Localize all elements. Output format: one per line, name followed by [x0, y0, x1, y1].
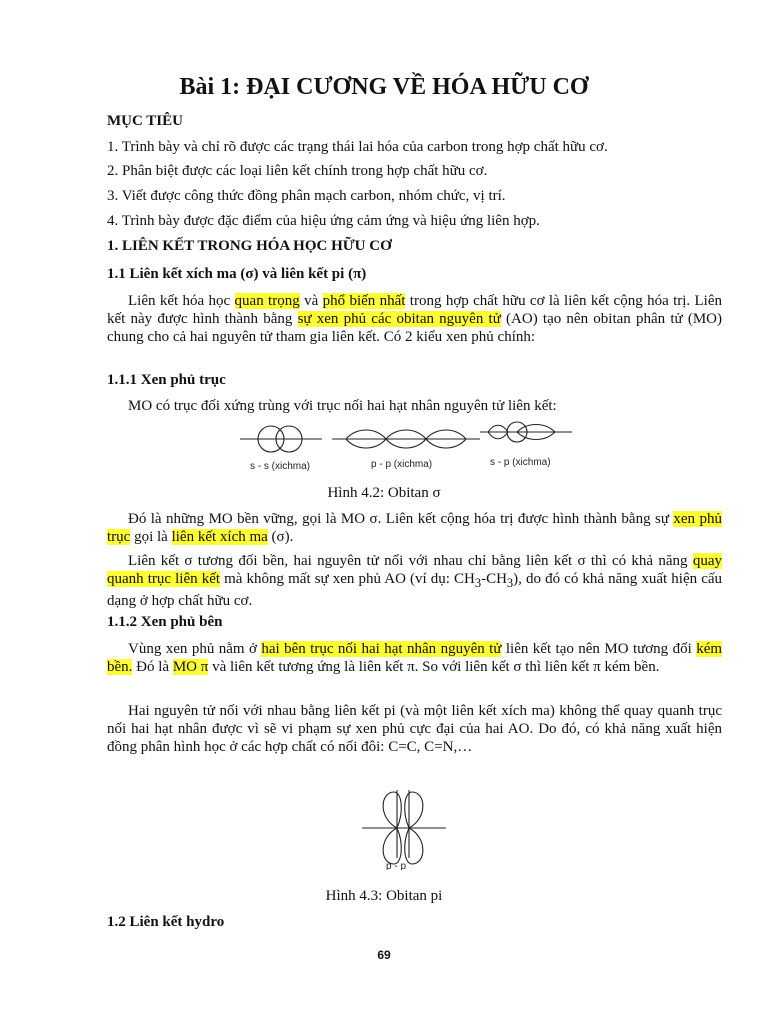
highlight: xen phủ trục — [107, 511, 722, 545]
highlight: liên kết xích ma — [171, 529, 268, 545]
objectives-heading: MỤC TIÊU — [107, 113, 183, 129]
highlight: hai bên trục nối hai hạt nhân nguyên tử — [261, 641, 502, 657]
objective-item: 2. Phân biệt được các loại liên kết chính trong hợp chất hữu cơ. — [107, 163, 488, 179]
page-title: Bài 1: ĐẠI CƯƠNG VỀ HÓA HỮU CƠ — [179, 74, 589, 100]
subsection-heading: 1.1.2 Xen phủ bên — [107, 614, 223, 630]
highlight: quay quanh trục liên kết — [107, 553, 722, 587]
paragraph: MO có trục đối xứng trùng với trục nối hai hạt nhân nguyên tử liên kết: — [128, 398, 557, 414]
figure-label: s - s (xichma) — [250, 461, 310, 472]
paragraph: Liên kết hóa học quan trọng và phổ biến nhất trong hợp chất hữu cơ là liên kết cộng hóa trị. Liên kết này được hình thành bằng sự xen phủ các obitan nguyên tử (AO) tạo nên obitan phân tử (MO) chung cho cả hai nguyên tử tham gia liên kết. Có 2 kiểu xen phủ chính: — [107, 293, 723, 345]
objective-item: 3. Viết được công thức đồng phân mạch carbon, nhóm chức, vị trí. — [107, 188, 506, 204]
page-number: 69 — [377, 948, 391, 962]
highlight: kém bền. — [107, 641, 723, 675]
subsection-heading: 1.1 Liên kết xích ma (σ) và liên kết pi (π) — [107, 266, 367, 282]
paragraph: Vùng xen phủ nằm ở hai bên trục nối hai hạt nhân nguyên tử liên kết tạo nên MO tương đối kém bền. Đó là MO π và liên kết tương ứng là liên kết π. So với liên kết σ thì liên kết π kém bền. — [107, 641, 723, 675]
highlight: quan trọng — [234, 293, 300, 309]
pi-orbital-figure — [360, 788, 448, 870]
sigma-orbital-figure — [236, 418, 576, 478]
highlight: MO π — [172, 659, 209, 675]
highlight: sự xen phủ các obitan nguyên tử — [297, 311, 501, 327]
figure-caption: Hình 4.2: Obitan σ — [327, 485, 441, 501]
paragraph: Hai nguyên tử nối với nhau bằng liên kết pi (và một liên kết xích ma) không thể quay quanh trục nối hai hạt nhân được vì sẽ vi phạm sự xen phủ cực đại của hai AO. Do đó, có khả năng xuất hiện đồng phân hình học ở các hợp chất có nối đôi: C=C, C=N,… — [107, 703, 722, 755]
figure-label: p - p — [386, 861, 407, 870]
figure-caption: Hình 4.3: Obitan pi — [325, 888, 443, 904]
figure-label: s - p (xichma) — [490, 457, 551, 468]
paragraph: Liên kết σ tương đối bền, hai nguyên tử nối với nhau chỉ bằng liên kết σ thì có khả năng quay quanh trục liên kết mà không mất sự xen phủ AO (ví dụ: $CH_3-CH_3$), do đó có khả năng xuất hiện cấu dạng ở hợp chất hữu cơ. — [107, 553, 723, 609]
objective-item: 4. Trình bày được đặc điểm của hiệu ứng cảm ứng và hiệu ứng liên hợp. — [107, 213, 540, 229]
section-heading: 1. LIÊN KẾT TRONG HÓA HỌC HỮU CƠ — [107, 238, 392, 254]
objective-item: 1. Trình bày và chỉ rõ được các trạng thái lai hóa của carbon trong hợp chất hữu cơ. — [107, 139, 608, 155]
figure-label: p - p (xichma) — [371, 459, 433, 470]
subsection-heading: 1.2 Liên kết hydro — [107, 914, 225, 930]
subsection-heading: 1.1.1 Xen phủ trục — [107, 372, 226, 388]
highlight: phổ biến nhất — [322, 293, 406, 309]
paragraph: Đó là những MO bền vững, gọi là MO σ. Liên kết cộng hóa trị được hình thành bằng sự xen phủ trục gọi là liên kết xích ma (σ). — [107, 511, 722, 545]
